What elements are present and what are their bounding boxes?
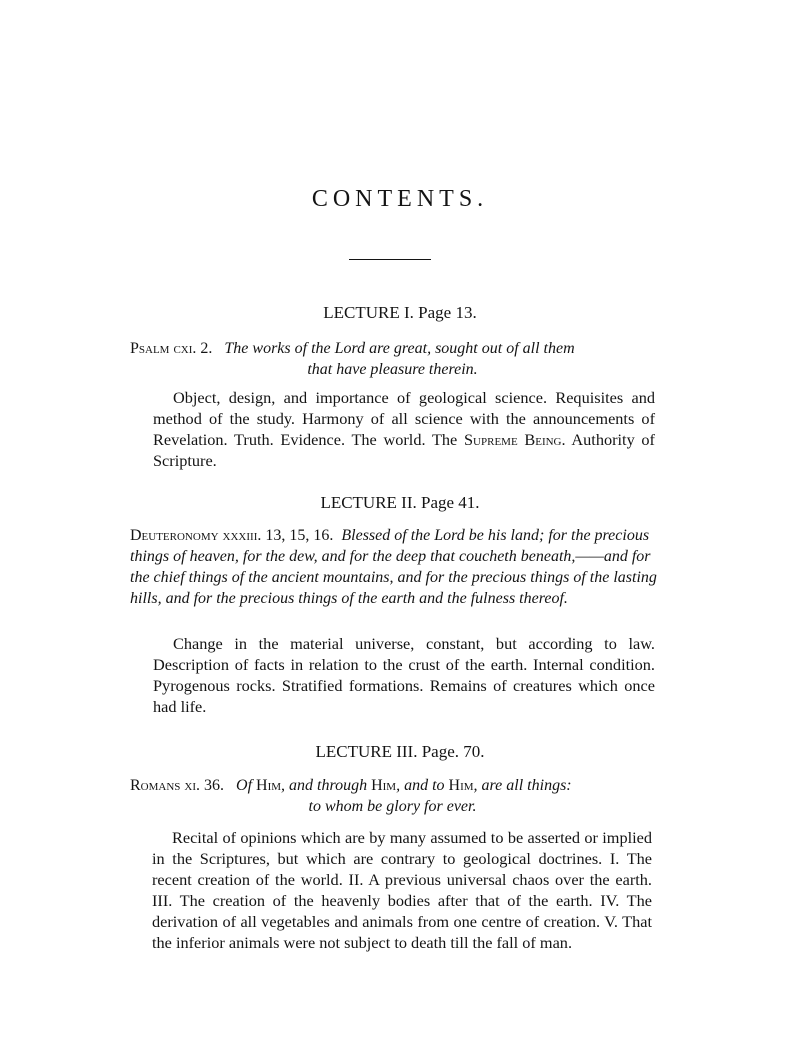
lecture-2-citation: Deuteronomy xxxiii. 13, 15, 16. [130,527,334,544]
lecture-3-citation: Romans xi. 36. [130,777,225,794]
lecture-1-summary-end: Authority of Scripture. [153,430,655,470]
lecture-1-quote-line1: The works of the Lord are great, sought out of all them [224,340,575,357]
lecture-3-summary-text: Recital of opinions which are by many assumed to be asserted or implied in the Scriptures, but which are contrary to geological doctrines. I. The recent creation of the world. II. A previous universal chaos over the earth. III. The creation of the heavenly bodies after that of the earth. IV. The derivation of all vegetables and animals from one centre of creation. V. That the inferior animals were not subject to death till the fall of man. [152,828,652,952]
lecture-3-quote-d: , are all things: [473,777,572,794]
lecture-3-epigraph [130,775,655,817]
lecture-3-quote-a: Of [236,777,257,794]
lecture-2-quote: Blessed of the Lord be his land; for the precious things of heaven, for the dew, and for the deep that coucheth beneath,——and for the chief things of the ancient mountains, and for the precious things of the lasting hills, and for the precious things of the earth and the fulness thereof. [130,527,657,607]
lecture-3-quote-b: , and through [281,777,372,794]
lecture-3-quote-c: , and to [396,777,449,794]
lecture-2-epigraph [130,525,660,609]
title-rule [349,259,431,260]
lecture-1-citation: Psalm cxi. 2. [130,340,213,357]
lecture-2-summary-text: Change in the material universe, constant, but according to law. Description of facts in relation to the crust of the earth. Internal condition. Pyrogenous rocks. Stratified formations. Remains of creatures which once had life. [153,634,655,716]
lecture-1-quote-line2: that have pleasure therein. [307,361,478,378]
lecture-1-epigraph [130,338,655,380]
page-title: CONTENTS. [311,186,489,212]
lecture-3-him-3: Him [448,777,474,794]
lecture-1-summary [153,387,655,471]
lecture-3-heading: LECTURE III. Page. 70. [315,742,485,761]
lecture-3-him-1: Him [256,777,282,794]
lecture-1-heading: LECTURE I. Page 13. [323,303,477,322]
lecture-1-summary-sc: Supreme Being. [463,430,566,449]
lecture-3-summary [152,827,652,953]
lecture-2-summary [153,633,655,717]
lecture-3-him-2: Him [371,777,397,794]
lecture-2-heading: LECTURE II. Page 41. [320,493,480,512]
lecture-1-summary-text: Object, design, and importance of geological science. Requisites and method of the study. Harmony of all science with the announcements of Revelation. Truth. Evidence. The world. The [153,388,655,449]
lecture-3-quote-line2: to whom be glory for ever. [308,798,477,815]
